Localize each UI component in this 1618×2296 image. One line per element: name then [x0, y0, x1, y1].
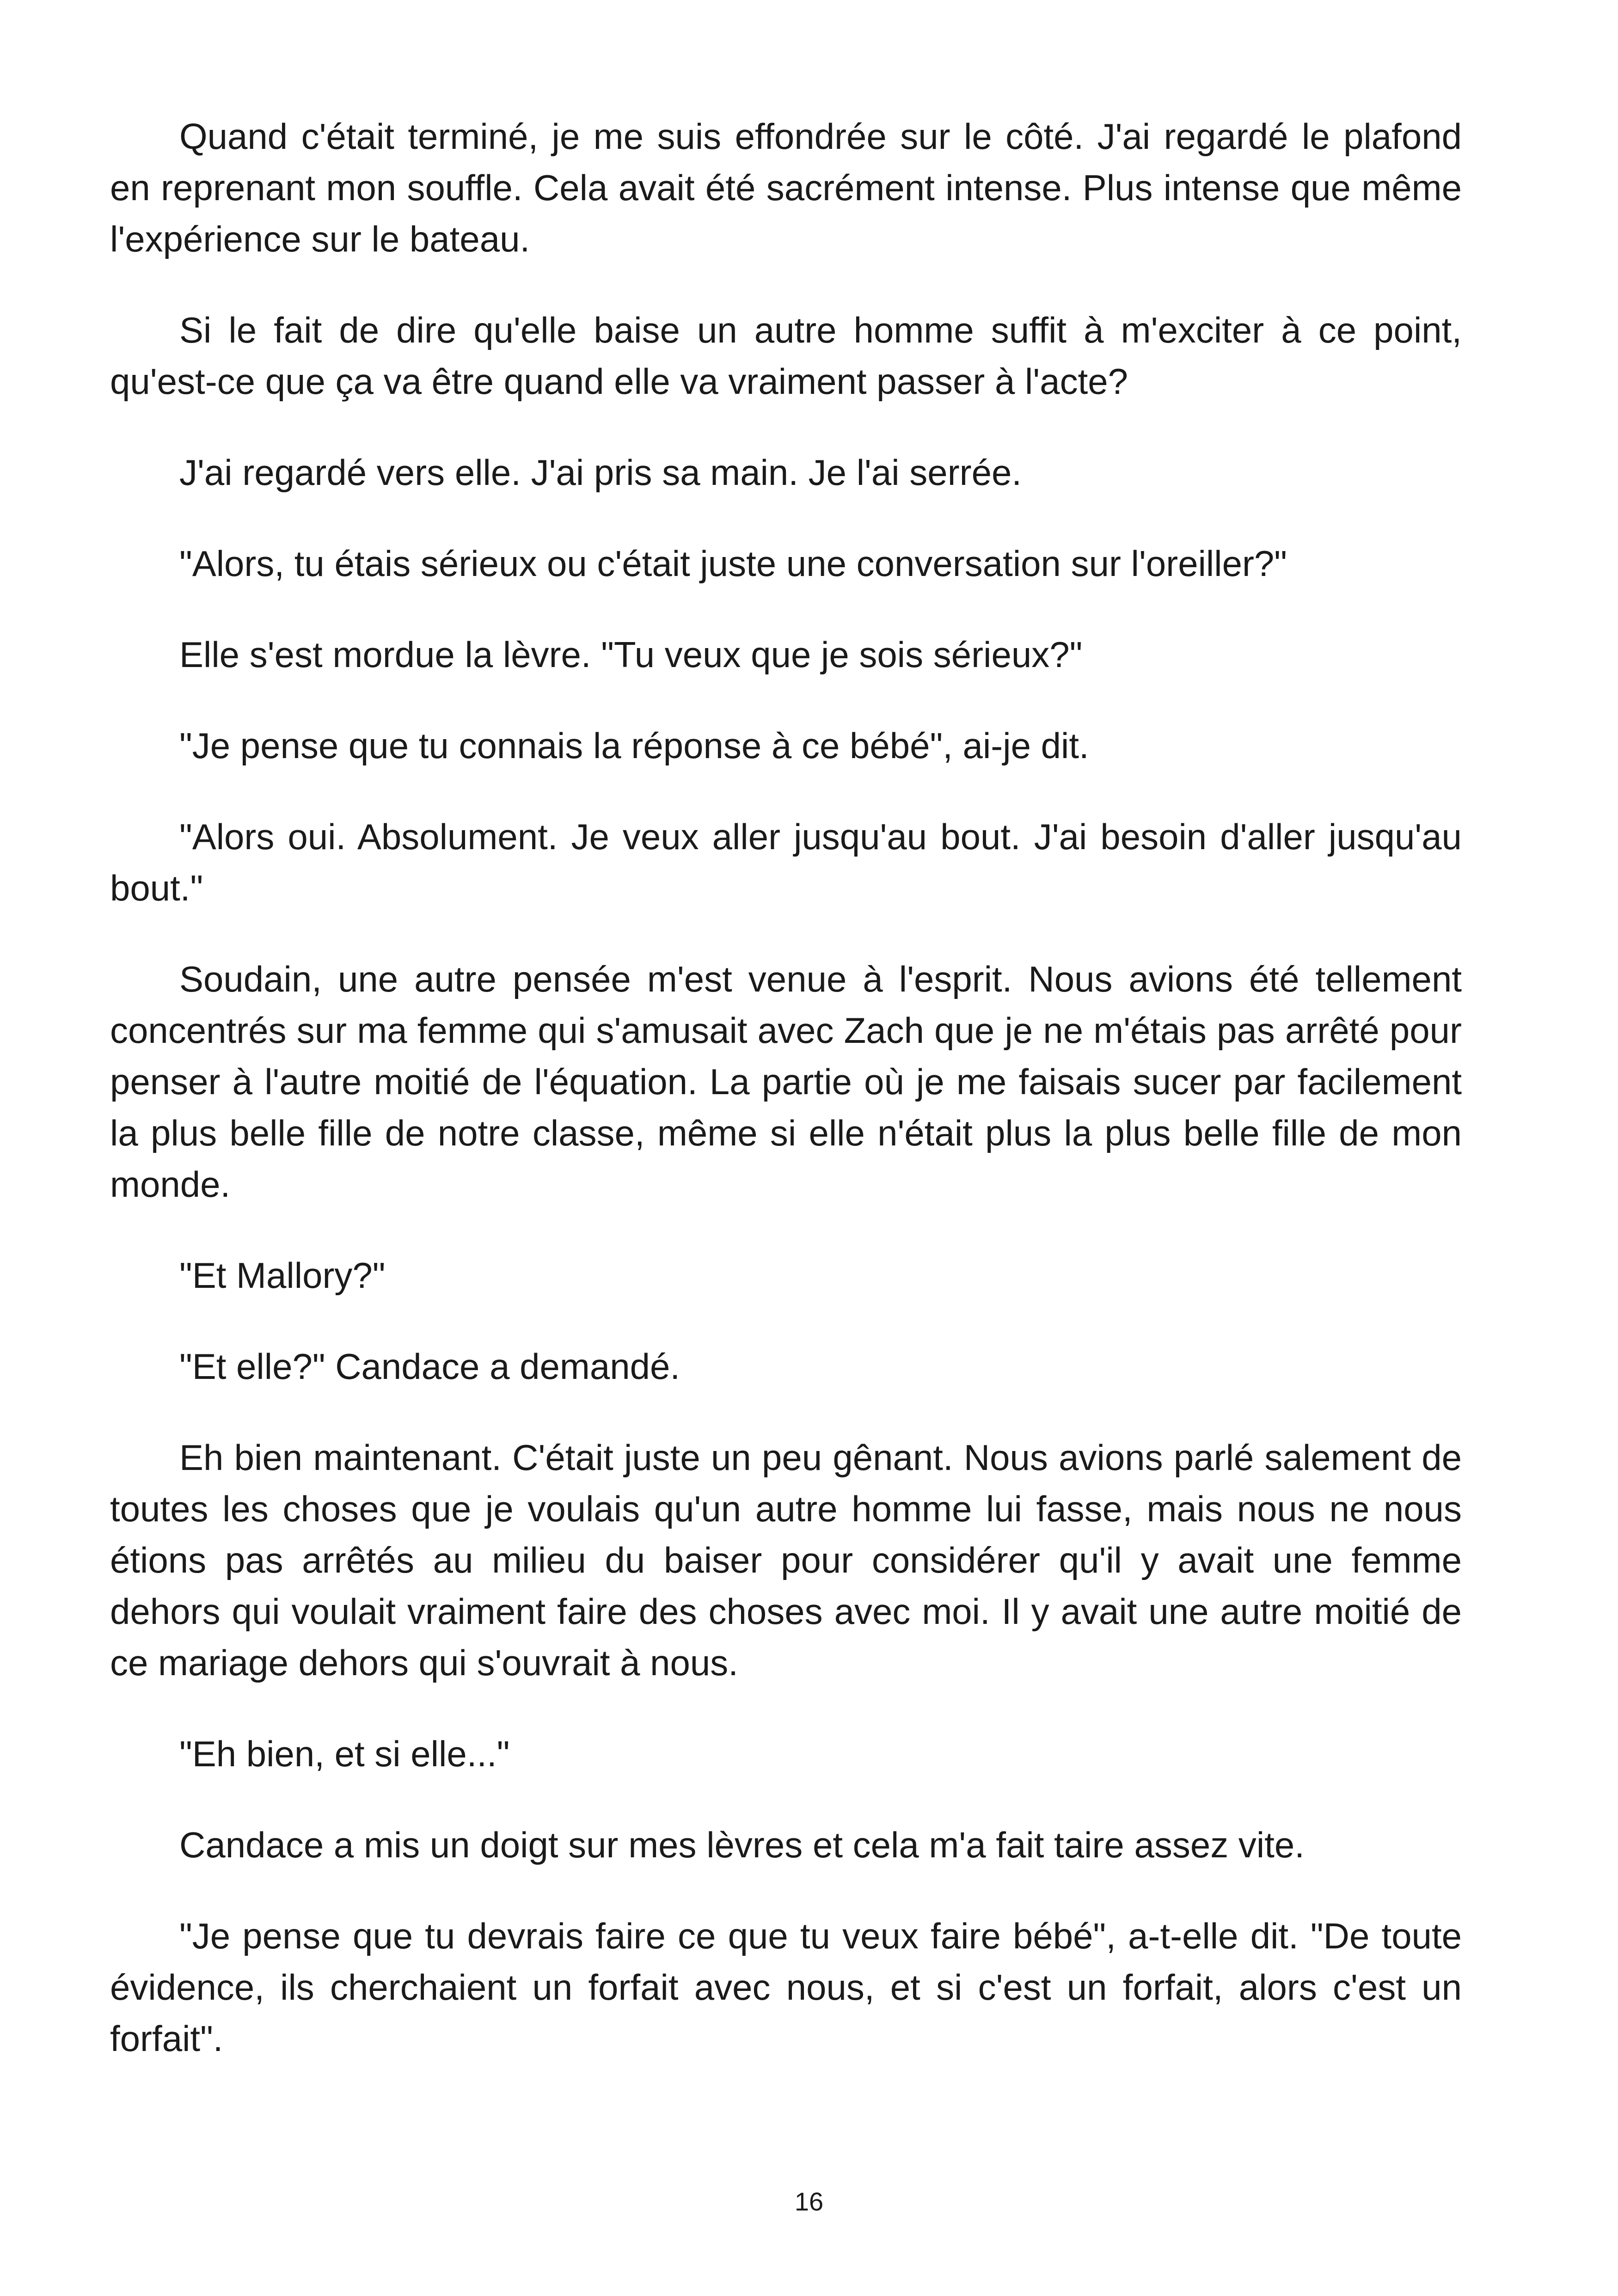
paragraph-9: "Et Mallory?": [179, 1255, 386, 1296]
paragraph-6: "Je pense que tu connais la réponse à ce bébé", ai-je dit.: [179, 725, 1089, 766]
paragraph-8: Soudain, une autre pensée m'est venue à l'esprit. Nous avions été tellement concentrés sur ma femme qui s'amusait avec Zach que je ne m'étais pas arrêté pour penser à l'autre moitié de l'équation. La partie où je me faisais sucer par facilement la plus belle fille de notre classe, même si elle n'était plus la plus belle fille de mon monde.: [110, 959, 1462, 1205]
paragraph-5: Elle s'est mordue la lèvre. "Tu veux que je sois sérieux?": [179, 634, 1083, 675]
paragraph-1: Quand c'était terminé, je me suis effondrée sur le côté. J'ai regardé le plafond en reprenant mon souffle. Cela avait été sacrément intense. Plus intense que même l'expérience sur le bateau.: [110, 116, 1462, 259]
paragraph-3: J'ai regardé vers elle. J'ai pris sa main. Je l'ai serrée.: [179, 452, 1022, 493]
paragraph-13: Candace a mis un doigt sur mes lèvres et cela m'a fait taire assez vite.: [179, 1825, 1305, 1865]
paragraph-11: Eh bien maintenant. C'était juste un peu gênant. Nous avions parlé salement de toutes les choses que je voulais qu'un autre homme lui fasse, mais nous ne nous étions pas arrêtés au milieu du baiser pour considérer qu'il y avait une femme dehors qui voulait vraiment faire des choses avec moi. Il y avait une autre moitié de ce mariage dehors qui s'ouvrait à nous.: [110, 1437, 1462, 1683]
paragraph-10: "Et elle?" Candace a demandé.: [179, 1346, 680, 1387]
page-number: 16: [794, 2187, 824, 2216]
paragraph-2: Si le fait de dire qu'elle baise un autre homme suffit à m'exciter à ce point, qu'est-ce que ça va être quand elle va vraiment passer à l'acte?: [110, 310, 1462, 402]
body-text: [110, 111, 1462, 2104]
paragraph-14: "Je pense que tu devrais faire ce que tu veux faire bébé", a-t-elle dit. "De toute évidence, ils cherchaient un forfait avec nous, et si c'est un forfait, alors c'est un forfait".: [110, 1916, 1462, 2059]
paragraph-7: "Alors oui. Absolument. Je veux aller jusqu'au bout. J'ai besoin d'aller jusqu'au bout.": [110, 816, 1462, 908]
paragraph-12: "Eh bien, et si elle...": [179, 1733, 510, 1774]
paragraph-4: "Alors, tu étais sérieux ou c'était juste une conversation sur l'oreiller?": [179, 543, 1287, 584]
